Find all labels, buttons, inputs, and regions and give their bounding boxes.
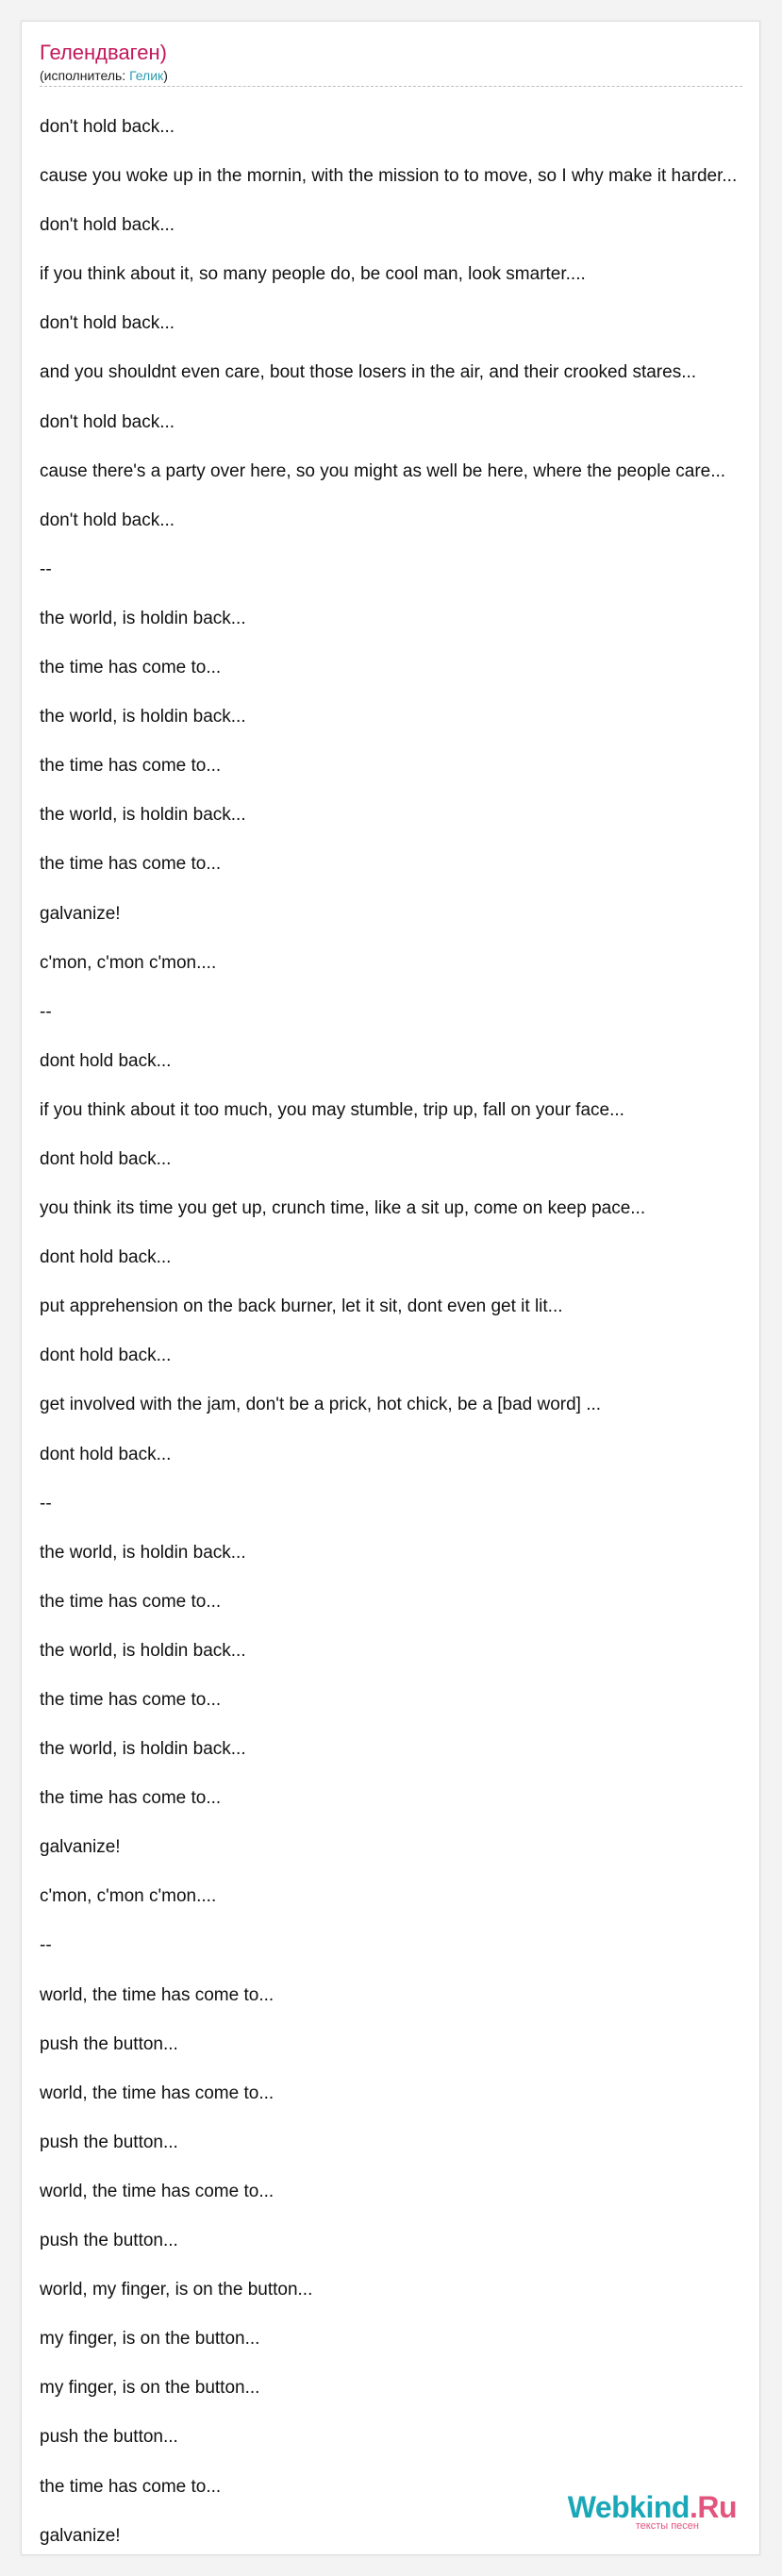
lyric-line: the time has come to... [40, 658, 222, 678]
lyric-line: the world, is holdin back... [40, 1739, 246, 1760]
lyric-line: the world, is holdin back... [40, 1542, 246, 1563]
lyric-line: galvanize! [40, 2525, 121, 2546]
lyric-line: if you think about it, so many people do, be cool man, look smarter.... [40, 264, 586, 285]
lyric-line: world, the time has come to... [40, 2083, 275, 2103]
lyric-line: -- [40, 1001, 52, 1022]
lyric-line: don't hold back... [40, 313, 175, 334]
lyrics-body [40, 103, 757, 2561]
lyric-line: push the button... [40, 2231, 178, 2251]
lyric-line: get involved with the jam, don't be a prick, hot chick, be a [bad word] ... [40, 1395, 602, 1415]
lyric-line: the time has come to... [40, 756, 222, 777]
lyric-line: don't hold back... [40, 215, 175, 236]
lyric-line: the world, is holdin back... [40, 1640, 246, 1661]
lyric-line: the time has come to... [40, 1690, 222, 1710]
lyric-line: cause you woke up in the mornin, with the mission to to move, so I why make it harder... [40, 166, 738, 187]
lyric-line: dont hold back... [40, 1247, 172, 1268]
artist-line [40, 67, 742, 87]
lyric-line: push the button... [40, 2033, 178, 2054]
song-title: Гелендваген) [40, 41, 167, 64]
artist-link[interactable]: Гелик [129, 68, 164, 83]
lyric-line: the time has come to... [40, 1591, 222, 1612]
logo-tld: .Ru [689, 2490, 737, 2524]
site-logo[interactable] [568, 2491, 737, 2532]
lyric-line: the time has come to... [40, 2476, 222, 2497]
lyric-line: world, the time has come to... [40, 2181, 275, 2201]
lyric-line: the world, is holdin back... [40, 707, 246, 728]
lyric-line: push the button... [40, 2132, 178, 2152]
lyric-line: galvanize! [40, 903, 121, 924]
lyric-line: world, my finger, is on the button... [40, 2280, 313, 2300]
lyric-line: put apprehension on the back burner, let it sit, dont even get it lit... [40, 1296, 563, 1317]
lyric-line: -- [40, 1493, 52, 1514]
logo-main-text: Webkind [567, 2490, 690, 2524]
lyric-line: world, the time has come to... [40, 1984, 275, 2005]
lyric-line: and you shouldnt even care, bout those losers in the air, and their crooked stares... [40, 362, 697, 383]
lyric-line: don't hold back... [40, 117, 175, 137]
lyric-line: the world, is holdin back... [40, 608, 246, 628]
lyric-line: dont hold back... [40, 1148, 172, 1169]
lyric-line: cause there's a party over here, so you might as well be here, where the people care... [40, 460, 726, 481]
lyric-line: my finger, is on the button... [40, 2378, 260, 2399]
lyric-line: dont hold back... [40, 1050, 172, 1071]
lyric-line: the time has come to... [40, 1788, 222, 1809]
lyric-line: push the button... [40, 2427, 178, 2448]
lyric-line: -- [40, 559, 52, 579]
lyrics-card [21, 21, 760, 2555]
logo-tagline: тексты песен [635, 2520, 699, 2532]
lyric-line: if you think about it too much, you may stumble, trip up, fall on your face... [40, 1099, 624, 1120]
artist-suffix: ) [163, 68, 168, 83]
lyric-line: dont hold back... [40, 1346, 172, 1366]
lyric-line: dont hold back... [40, 1444, 172, 1464]
lyric-line: don't hold back... [40, 411, 175, 432]
lyric-line: the world, is holdin back... [40, 805, 246, 826]
lyric-line: galvanize! [40, 1837, 121, 1858]
lyric-line: -- [40, 1935, 52, 1956]
lyric-line: the time has come to... [40, 854, 222, 875]
lyric-line: don't hold back... [40, 510, 175, 530]
song-header [40, 41, 742, 87]
lyric-line: you think its time you get up, crunch time, like a sit up, come on keep pace... [40, 1198, 646, 1219]
lyric-line: c'mon, c'mon c'mon.... [40, 1886, 217, 1907]
lyric-line: c'mon, c'mon c'mon.... [40, 952, 217, 973]
artist-prefix: (исполнитель: [40, 68, 130, 83]
lyric-line: my finger, is on the button... [40, 2329, 260, 2350]
